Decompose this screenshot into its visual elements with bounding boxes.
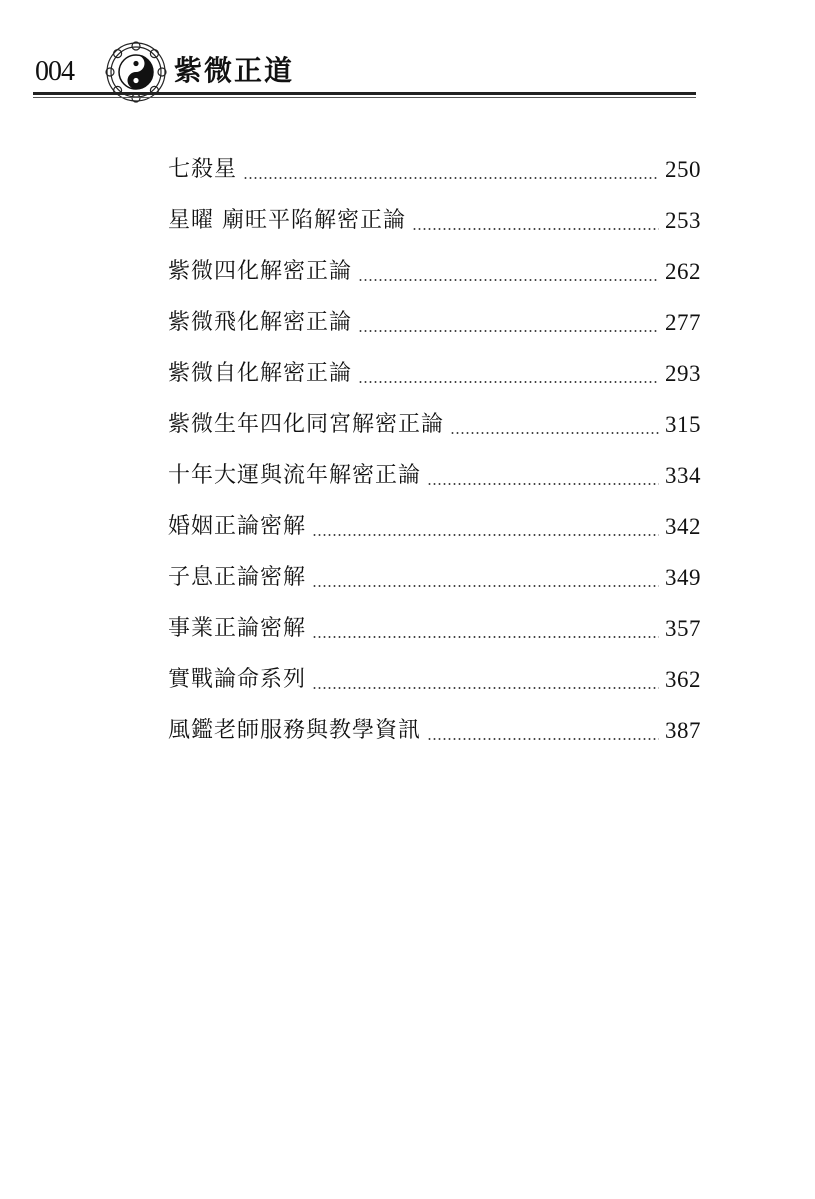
toc-entry-page: 357 xyxy=(665,616,701,641)
dot-leader xyxy=(358,330,659,332)
toc-entry-page: 253 xyxy=(665,208,701,233)
toc-entry-page: 334 xyxy=(665,463,701,488)
toc-entry[interactable] xyxy=(168,446,701,497)
dot-leader xyxy=(358,279,659,281)
toc-entry[interactable] xyxy=(168,497,701,548)
toc-entry-title: 風鑑老師服務與教學資訊 xyxy=(168,718,422,743)
book-title: 紫微正道 xyxy=(174,54,295,87)
toc-entry[interactable] xyxy=(168,599,701,650)
toc-entry-page: 293 xyxy=(665,361,701,386)
table-of-contents xyxy=(168,140,701,752)
toc-entry-title: 紫微自化解密正論 xyxy=(168,361,353,386)
dot-leader xyxy=(427,738,659,740)
toc-entry[interactable] xyxy=(168,548,701,599)
toc-entry-page: 362 xyxy=(665,667,701,692)
toc-entry-page: 349 xyxy=(665,565,701,590)
dot-leader xyxy=(450,432,659,434)
toc-entry[interactable] xyxy=(168,293,701,344)
page-number: 004 xyxy=(35,56,74,87)
toc-entry-page: 342 xyxy=(665,514,701,539)
dot-leader xyxy=(312,585,659,587)
header-rule xyxy=(33,92,696,95)
toc-entry-page: 262 xyxy=(665,259,701,284)
toc-entry-title: 婚姻正論密解 xyxy=(168,514,307,539)
dot-leader xyxy=(358,381,659,383)
toc-entry[interactable] xyxy=(168,191,701,242)
dot-leader xyxy=(312,636,659,638)
toc-entry-page: 277 xyxy=(665,310,701,335)
toc-entry-page: 315 xyxy=(665,412,701,437)
toc-entry[interactable] xyxy=(168,650,701,701)
toc-entry-title: 星曜 廟旺平陷解密正論 xyxy=(168,208,406,233)
dot-leader xyxy=(427,483,659,485)
header-rule-thin xyxy=(33,97,696,98)
toc-entry[interactable] xyxy=(168,701,701,752)
toc-entry[interactable] xyxy=(168,344,701,395)
toc-entry[interactable] xyxy=(168,242,701,293)
dot-leader xyxy=(412,228,659,230)
toc-entry-page: 387 xyxy=(665,718,701,743)
toc-entry-title: 紫微生年四化同宮解密正論 xyxy=(168,412,445,437)
toc-entry-title: 事業正論密解 xyxy=(168,616,307,641)
toc-entry[interactable] xyxy=(168,395,701,446)
page-header xyxy=(0,0,815,110)
toc-entry-title: 紫微飛化解密正論 xyxy=(168,310,353,335)
dot-leader xyxy=(312,687,659,689)
toc-entry-title: 十年大運與流年解密正論 xyxy=(168,463,422,488)
toc-entry-title: 七殺星 xyxy=(168,157,238,182)
dot-leader xyxy=(243,177,659,179)
dot-leader xyxy=(312,534,659,536)
toc-entry-page: 250 xyxy=(665,157,701,182)
toc-entry-title: 子息正論密解 xyxy=(168,565,307,590)
toc-entry[interactable] xyxy=(168,140,701,191)
toc-entry-title: 紫微四化解密正論 xyxy=(168,259,353,284)
toc-entry-title: 實戰論命系列 xyxy=(168,667,307,692)
